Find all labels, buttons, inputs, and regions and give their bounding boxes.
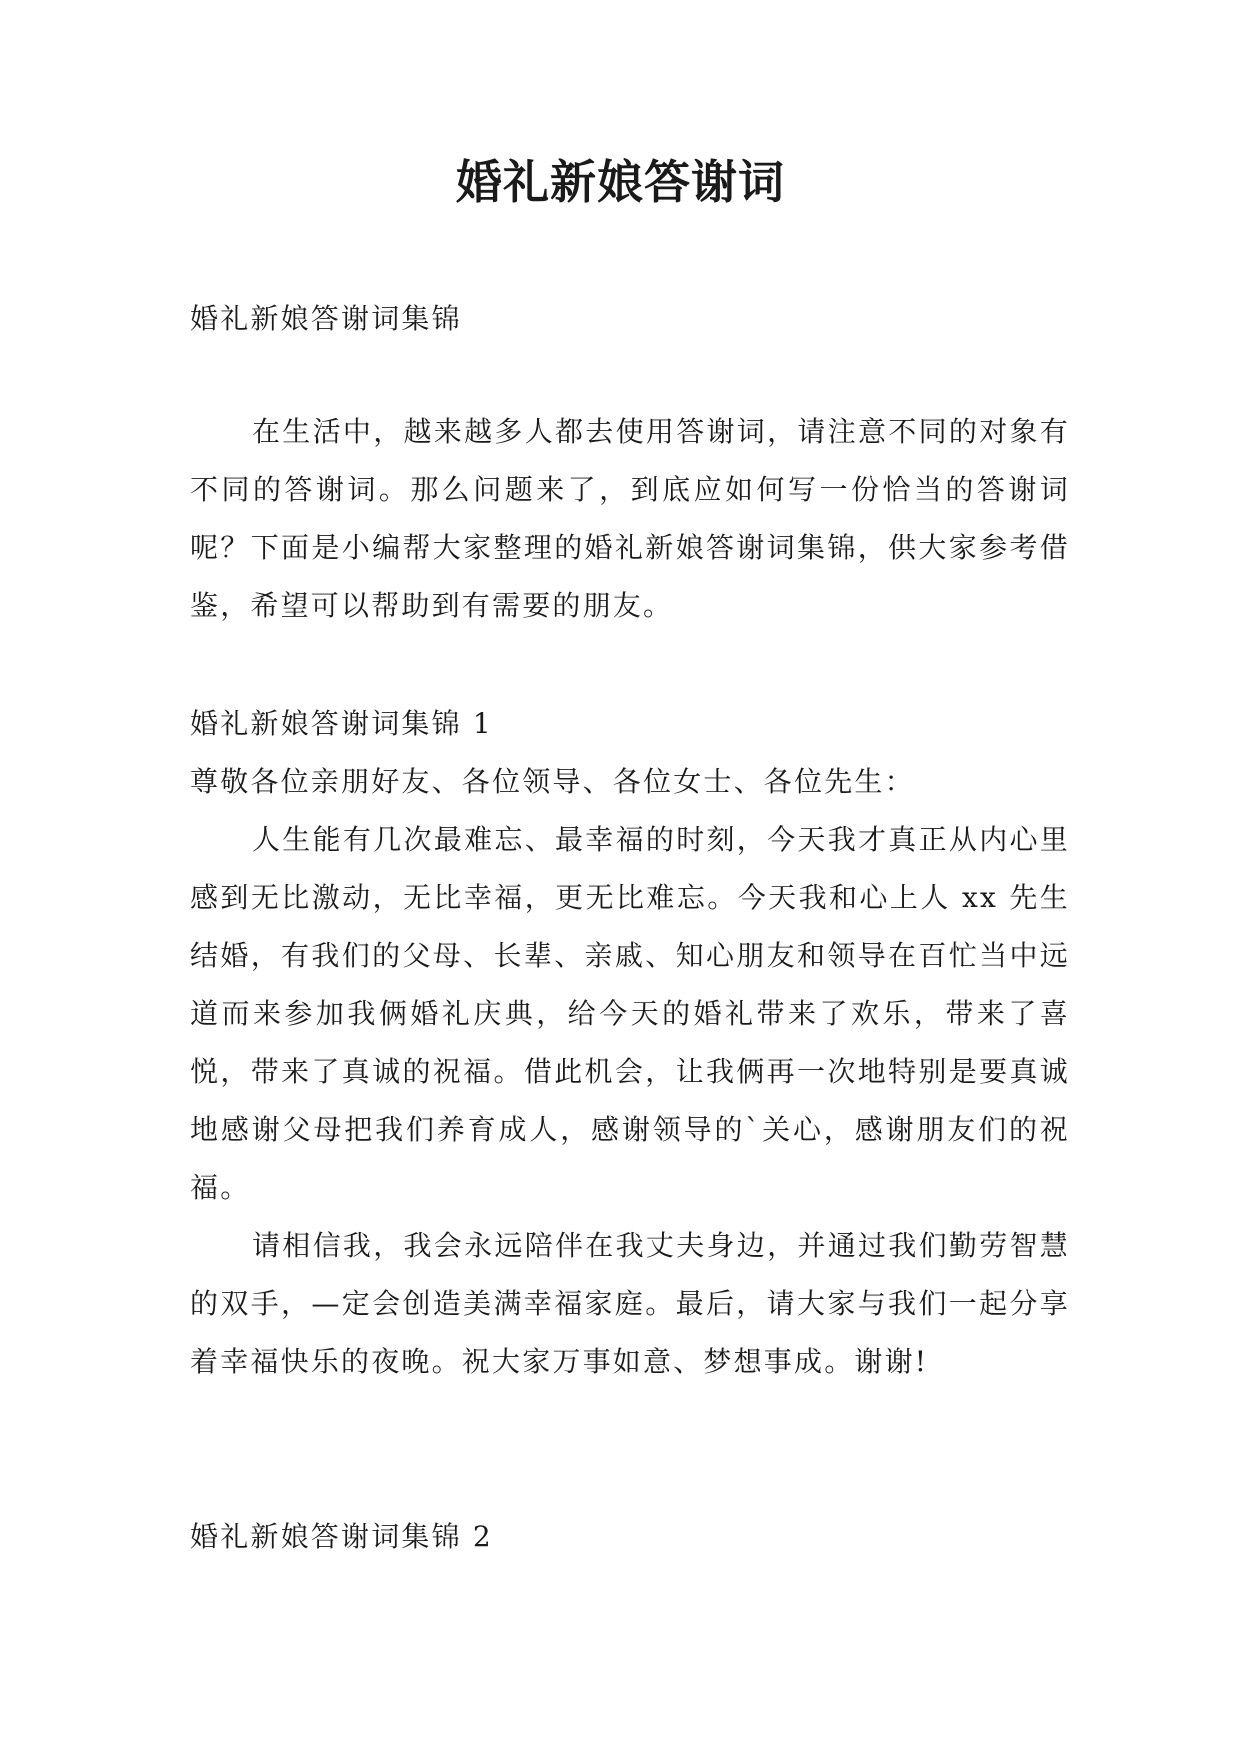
section-1-paragraph-1: 人生能有几次最难忘、最幸福的时刻，今天我才真正从内心里感到无比激动，无比幸福，更无比难忘。今天我和心上人 xx 先生结婚，有我们的父母、长辈、亲戚、知心朋友和领导在百忙当中远道而来参加我俩婚礼庆典，给今天的婚礼带来了欢乐，带来了喜悦，带来了真诚的祝福。借此机会，让我俩再一次地特别是要真诚地感谢父母把我们养育成人，感谢领导的`关心，感谢朋友们的祝福。 (190, 823, 1070, 1204)
document-title: 婚礼新娘答谢词 (456, 155, 785, 209)
section-1-greeting: 尊敬各位亲朋好友、各位领导、各位女士、各位先生： (190, 765, 915, 798)
document-subtitle: 婚礼新娘答谢词集锦 (190, 302, 462, 335)
section-1-heading: 婚礼新娘答谢词集锦 1 (190, 707, 493, 740)
intro-paragraph: 在生活中，越来越多人都去使用答谢词，请注意不同的对象有不同的答谢词。那么问题来了，到底应如何写一份恰当的答谢词呢？下面是小编帮大家整理的婚礼新娘答谢词集锦，供大家参考借鉴，希望可以帮助到有需要的朋友。 (190, 415, 1070, 622)
section-2-heading: 婚礼新娘答谢词集锦 2 (190, 1520, 493, 1553)
section-1-paragraph-2: 请相信我，我会永远陪伴在我丈夫身边，并通过我们勤劳智慧的双手，—定会创造美满幸福家庭。最后，请大家与我们一起分享着幸福快乐的夜晚。祝大家万事如意、梦想事成。谢谢! (190, 1229, 1070, 1378)
